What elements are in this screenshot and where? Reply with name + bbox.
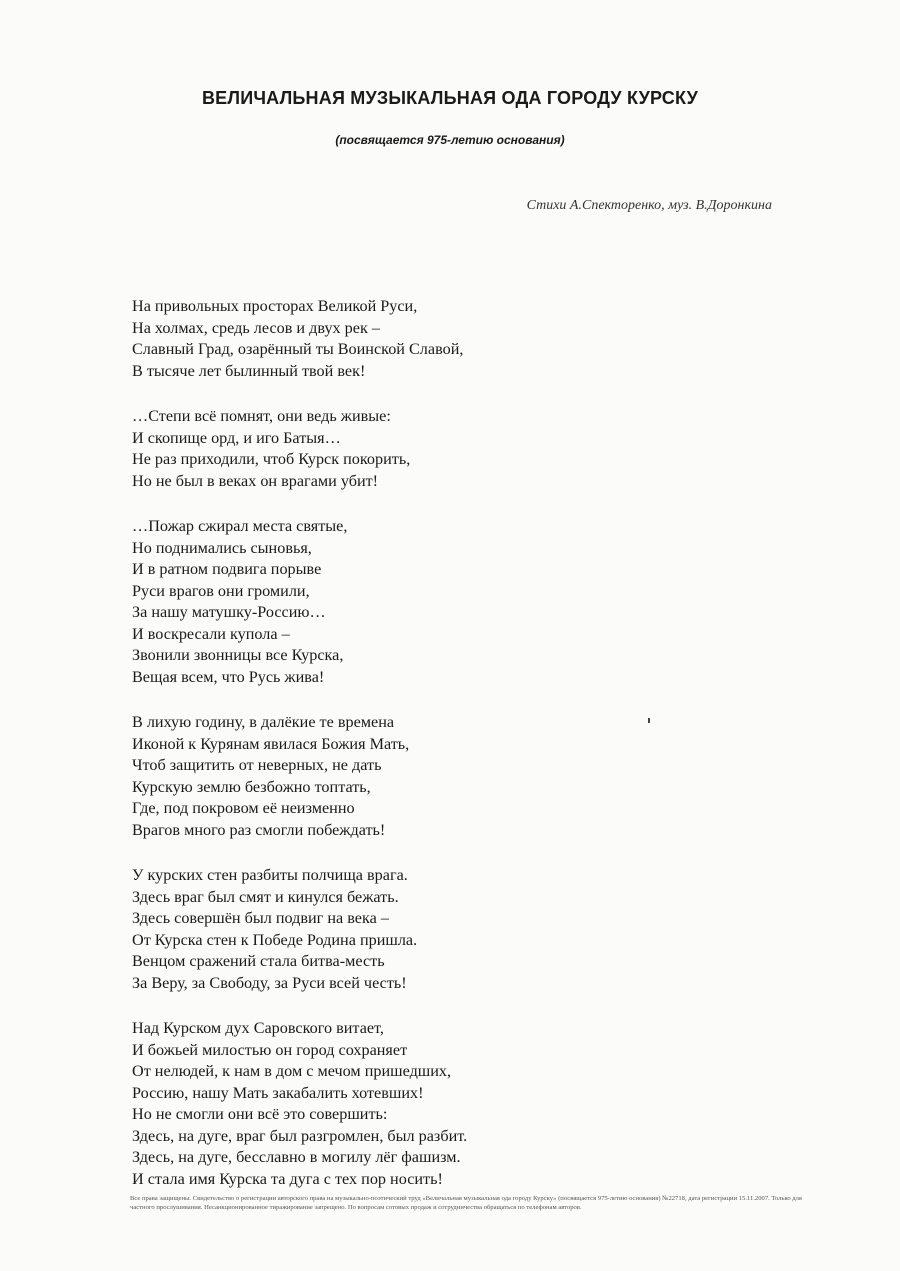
poem-line: Но поднимались сыновья,: [132, 538, 312, 557]
poem-line: И воскресали купола –: [132, 624, 290, 643]
stanza: [132, 712, 792, 841]
poem-line: У курских стен разбиты полчища врага.: [132, 866, 408, 884]
poem-line: Венцом сражений стала битва-месть: [132, 952, 385, 970]
poem-line: Здесь, на дуге, враг был разгромлен, был разбит.: [132, 1126, 468, 1145]
poem-line: Звонили звонницы все Курска,: [132, 646, 344, 664]
poem-line: От нелюдей, к нам в дом с мечом пришедших,: [132, 1062, 452, 1080]
poem-line: Вещая всем, что Русь жива!: [132, 667, 325, 686]
poem-line: Иконой к Курянам явилася Божия Мать,: [132, 734, 410, 753]
poem-line: Чтоб защитить от неверных, не дать: [132, 756, 382, 774]
poem-line: В тысяче лет былинный твой век!: [132, 361, 366, 380]
poem-line: …Пожар сжирал места святые,: [132, 517, 348, 535]
poem-line: Курскую землю безбожно топтать,: [132, 777, 371, 796]
poem-line: Не раз приходили, чтоб Курск покорить,: [132, 450, 411, 468]
poem-line: Здесь враг был смят и кинулся бежать.: [132, 887, 399, 906]
poem-line: На холмах, средь лесов и двух рек –: [132, 318, 380, 337]
poem-line: И божьей милостью он город сохраняет: [132, 1040, 408, 1059]
stanza: [132, 865, 792, 994]
poem-line: Славный Град, озарённый ты Воинской Славой,: [132, 340, 464, 358]
poem-line: И в ратном подвига порыве: [132, 560, 322, 578]
document-title: ВЕЛИЧАЛЬНАЯ МУЗЫКАЛЬНАЯ ОДА ГОРОДУ КУРСКУ: [201, 88, 699, 108]
stanza: [132, 1018, 792, 1190]
poem-body: [132, 296, 792, 1214]
poem-line: И скопище орд, и иго Батыя…: [132, 428, 341, 447]
stanza: [132, 516, 792, 688]
poem-line: Россию, нашу Мать закабалить хотевших!: [132, 1083, 424, 1102]
poem-line: И стала имя Курска та дуга с тех пор носить!: [132, 1169, 443, 1188]
poem-line: Здесь совершён был подвиг на века –: [132, 909, 389, 927]
poem-line: Но не был в веках он врагами убит!: [132, 471, 379, 490]
poem-line: На привольных просторах Великой Руси,: [132, 297, 418, 315]
poem-line: Где, под покровом её неизменно: [132, 799, 355, 817]
poem-line: …Степи всё помнят, они ведь живые:: [132, 407, 391, 425]
poem-line: Руси врагов они громили,: [132, 581, 310, 600]
stanza: [132, 406, 792, 492]
copyright-footnote: Все права защищены. Свидетельство о регистрации авторского права на музыкально-поэтический труд «Величальная музыкальная ода городу Курску» (посвящается 975-летию основания) №22718, дата регистрации 15.11.2007. Только для частного прослушивания. Несанкционированное тиражирование запрещено. По вопросам сотовых продаж и сотрудничества обращаться по телефонам авторов.: [130, 1195, 802, 1211]
stanza: [132, 296, 792, 382]
poem-line: От Курска стен к Победе Родина пришла.: [132, 930, 418, 949]
poem-line: Врагов много раз смогли побеждать!: [132, 820, 386, 839]
poem-line: В лихую годину, в далёкие те времена: [132, 713, 395, 731]
scan-speck: [648, 718, 650, 723]
author-credits: Стихи А.Спекторенко, муз. В.Доронкина: [526, 198, 772, 213]
document-subtitle: (посвящается 975-летию основания): [335, 133, 565, 147]
poem-line: Над Курском дух Саровского витает,: [132, 1019, 384, 1037]
poem-line: За нашу матушку-Россию…: [132, 603, 326, 621]
poem-line: Здесь, на дуге, бесславно в могилу лёг фашизм.: [132, 1148, 461, 1166]
poem-line: За Веру, за Свободу, за Руси всей честь!: [132, 973, 407, 992]
poem-line: Но не смогли они всё это совершить:: [132, 1105, 388, 1123]
